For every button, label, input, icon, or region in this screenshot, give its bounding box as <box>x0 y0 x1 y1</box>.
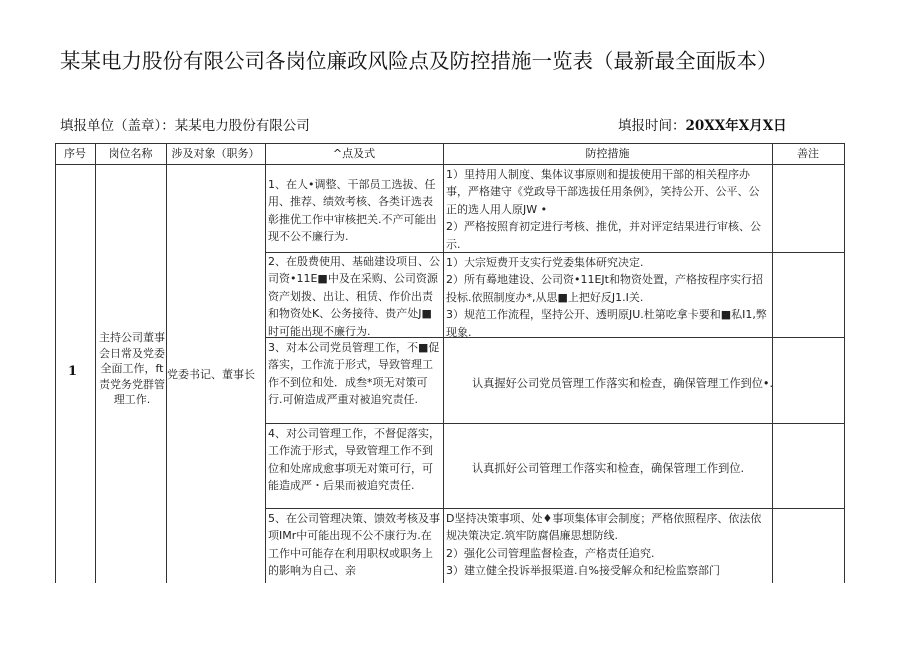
header-seq: 序号 <box>64 147 86 160</box>
col-divider <box>443 143 444 583</box>
table-border-right <box>844 143 845 583</box>
reporting-time-value: 20XX年X月X日 <box>685 118 787 134</box>
reporting-unit: 填报单位（盖章）：某某电力股份有限公司 <box>60 118 310 134</box>
post-name: 主持公司董事会日常及党委全面工作，ft责党务党群管理工作. <box>99 331 165 406</box>
col-divider <box>265 143 266 583</box>
measure-item: 3）规范工作流程，坚持公开、透明原JU.杜第吃拿卡要和■私I1,弊现象. <box>446 308 767 339</box>
row-seq: 1 <box>68 364 78 379</box>
row-divider <box>265 508 845 509</box>
col-divider <box>772 143 773 583</box>
table-border-left <box>55 143 56 583</box>
measure-item: 2）强化公司管理监督检查，产格责任追究. <box>446 546 655 560</box>
risk-point-4: 4、对公司管理工作，不督促落实，工作流于形式，导致管理工作不到位和处席成愈事项无对策可行，可能造成严・后果而被追究责任. <box>268 427 440 493</box>
measures-1 <box>446 166 770 253</box>
measure-item: 2）严格按照育初定进行考核、推优，并对评定结果进行审核、公示. <box>446 220 761 251</box>
measures-3: 认真握好公司党员管理工作落实和检查，确保管理工作到位•. <box>472 377 774 390</box>
header-risk-points: ^点及式 <box>332 147 376 160</box>
reporting-time-label: 填报时间： <box>618 118 686 134</box>
risk-point-3: 3、对本公司党员管理工作，不■促落实，工作流于形式，导致管理工作不到位和处．成叁*项无对策可行.可俯造成严重对被追究责任. <box>268 341 440 407</box>
col-divider <box>95 143 96 583</box>
measure-item: 3）建立健全投诉举报渠道.自%接受解众和纪检监察部门 <box>446 564 720 578</box>
risk-point-5: 5、在公司管理决策、馈效考核及事项IMr中可能出现不公不康行为.在工作中可能存在利用职权或职务上的影响为自己、亲 <box>268 512 440 578</box>
document-title: 某某电力股份有限公司各岗位廉政风险点及防控措施一览表（最新最全面版本） <box>60 49 778 73</box>
risk-point-1: 1、在人•调整、干部员工选拔、任用、推荐、绩效考核、各类讦选表彰推优工作中审核把关.不产可能出现不公不廉行为. <box>268 178 437 244</box>
row-divider <box>265 423 845 424</box>
risk-point-2: 2、在殷费使用、基础建设项目、公司资•11E■中及在采购、公司资源资产划拨、出让、租赁、作价出责和物资处K、公务接待、贵产处J■时可能出现不廉行为. <box>268 255 440 338</box>
measures-2 <box>446 254 770 341</box>
measure-item: D坚持决策事项、处♦事项集体审会制度；严格依照程序、依法依规决策决定.筑牢防腐倡廉思想防线. <box>446 512 762 543</box>
reporting-time <box>618 114 787 134</box>
table-border-top <box>55 143 845 144</box>
measure-item: 1）里持用人制度、集体议事原则和提拔使用干部的相关程序办事，严格建守《党政导干部选拔任用条例》，笑持公开、公平、公正的选人用人原JW • <box>446 168 760 216</box>
header-measures: 防控措施 <box>585 147 630 160</box>
target-position: 党委书记、董事长 <box>167 368 255 381</box>
measures-4: 认真抓好公司管理工作落实和检查，确保管理工作到位. <box>472 462 745 475</box>
measures-5 <box>446 510 770 580</box>
header-post: 岗位名称 <box>108 147 153 160</box>
header-target: 涉及对象（职务） <box>171 147 260 160</box>
header-divider <box>55 164 845 165</box>
header-remarks: 善注 <box>797 147 819 160</box>
measure-item: 2）所有蓦地建设、公司资•11EJt和物资处置，产格按程序实行招投标.依照制度办*,从思■上把好反J1.I关. <box>446 273 763 304</box>
measure-item: 1）大宗短费开支实行党委集体研究决定. <box>446 256 644 269</box>
